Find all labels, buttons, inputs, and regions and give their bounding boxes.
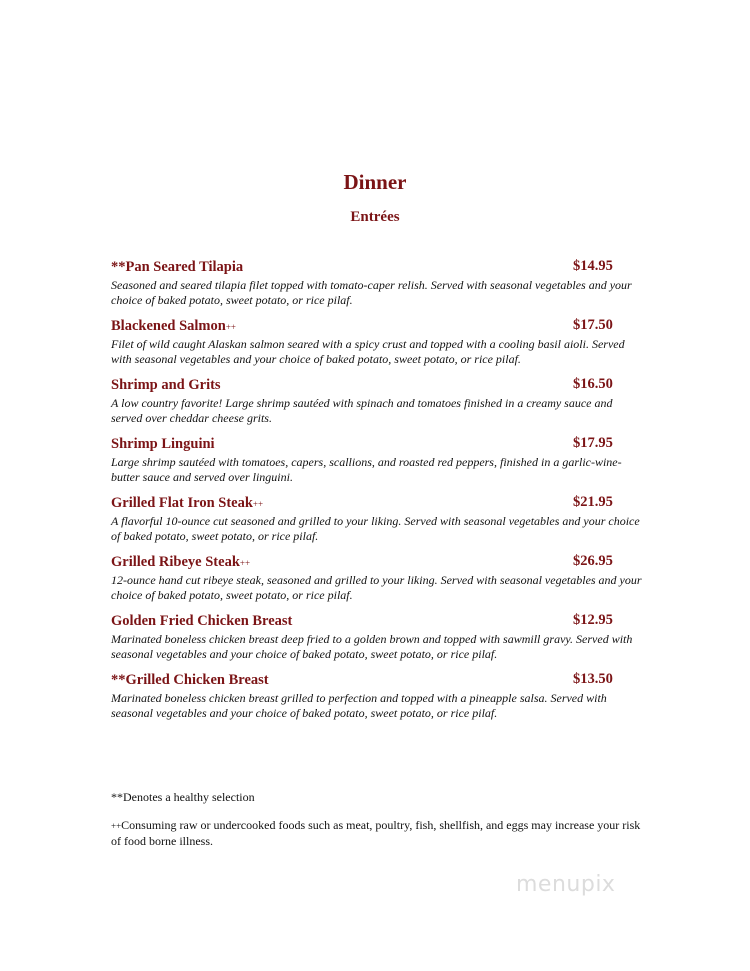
warning-text: Consuming raw or undercooked foods such as meat, poultry, fish, shellfish, and eggs may increase your risk of food borne illness. <box>111 818 641 848</box>
item-name: Grilled Flat Iron Steak <box>111 495 253 511</box>
item-description: Marinated boneless chicken breast deep fried to a golden brown and topped with sawmill gravy. Served with seasonal vegetables and your choice of baked potato, sweet potato, or rice pilaf. <box>111 632 633 661</box>
item-price: $14.95 <box>573 258 613 274</box>
item-name: **Pan Seared Tilapia <box>111 259 244 275</box>
item-mark: ++ <box>239 558 251 568</box>
menu-item <box>111 376 643 425</box>
menu-item <box>111 553 643 602</box>
item-description: A low country favorite! Large shrimp sautéed with spinach and tomatoes finished in a creamy sauce and served over cheddar cheese grits. <box>111 396 613 425</box>
menu-section-heading: Entrées <box>350 209 400 225</box>
menu-item <box>111 671 643 720</box>
item-price: $21.95 <box>573 494 613 510</box>
item-description: A flavorful 10-ounce cut seasoned and grilled to your liking. Served with seasonal vegetables and your choice of baked potato, sweet potato, or rice pilaf. <box>111 514 640 543</box>
item-price: $13.50 <box>573 671 613 687</box>
watermark-logo: menupix <box>516 872 616 897</box>
item-mark: ++ <box>225 322 236 332</box>
menu-item <box>111 435 643 484</box>
item-price: $17.95 <box>573 435 613 451</box>
menu-item <box>111 612 643 661</box>
item-price: $17.50 <box>573 317 613 333</box>
item-description: Seasoned and seared tilapia filet topped with tomato-caper relish. Served with seasonal vegetables and your choice of baked potato, sweet potato, or rice pilaf. <box>111 278 632 307</box>
raw-food-warning <box>111 818 641 848</box>
menu-item <box>111 317 643 366</box>
menu-item <box>111 258 643 307</box>
item-description: 12-ounce hand cut ribeye steak, seasoned and grilled to your liking. Served with seasonal vegetables and your choice of baked potato, sweet potato, or rice pilaf. <box>111 573 642 602</box>
item-description: Filet of wild caught Alaskan salmon seared with a spicy crust and topped with a cooling basil aioli. Served with seasonal vegetables and your choice of baked potato, sweet potato, or rice pilaf. <box>111 337 625 366</box>
item-description: Large shrimp sautéed with tomatoes, capers, scallions, and roasted red peppers, finished in a garlic-wine-butter sauce and served over linguini. <box>111 455 622 484</box>
menu-item <box>111 494 643 543</box>
item-price: $12.95 <box>573 612 613 628</box>
entree-list <box>111 258 643 730</box>
item-name: Shrimp Linguini <box>111 436 215 452</box>
warning-mark: ++ <box>111 821 122 831</box>
item-name: Blackened Salmon <box>111 318 226 334</box>
item-name: Shrimp and Grits <box>111 377 221 393</box>
item-name: **Grilled Chicken Breast <box>111 672 269 688</box>
item-name: Golden Fried Chicken Breast <box>111 613 293 629</box>
healthy-note: **Denotes a healthy selection <box>111 790 255 804</box>
item-description: Marinated boneless chicken breast grilled to perfection and topped with a pineapple salsa. Served with seasonal vegetables and your choice of baked potato, sweet potato, or rice pilaf. <box>111 691 607 720</box>
menu-title: Dinner <box>343 170 407 194</box>
item-price: $26.95 <box>573 553 613 569</box>
item-name: Grilled Ribeye Steak <box>111 554 240 570</box>
item-mark: ++ <box>252 499 264 509</box>
item-price: $16.50 <box>573 376 613 392</box>
